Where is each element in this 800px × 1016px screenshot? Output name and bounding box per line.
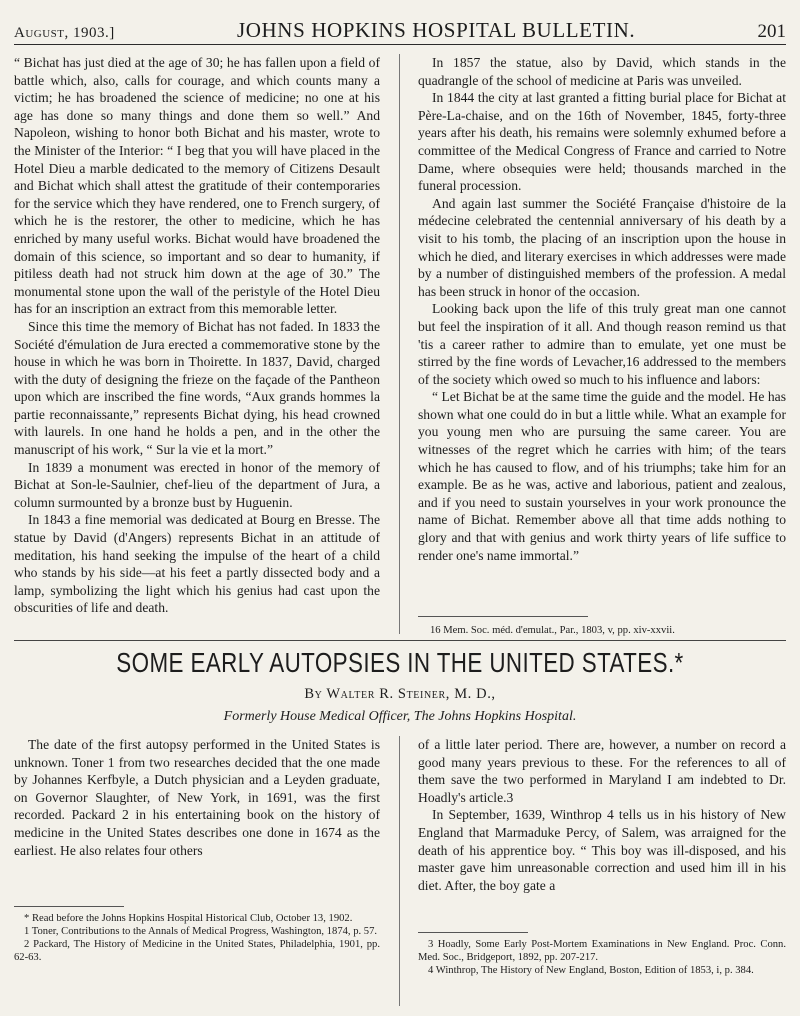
- header-date: August, 1903.]: [14, 25, 115, 41]
- column-divider: [399, 736, 400, 1006]
- footnotes-left: [14, 912, 380, 964]
- top-right-column: [418, 54, 786, 638]
- paragraph: In 1857 the statue, also by David, which stands in the quadrangle of the school of medicine at Paris was unveiled.: [418, 55, 786, 88]
- footnote-rule: [14, 906, 124, 907]
- page-number: 201: [757, 21, 786, 42]
- section-divider: [14, 640, 786, 641]
- article-title: SOME EARLY AUTOPSIES IN THE UNITED STATES.*: [116, 647, 684, 678]
- footnote-text: 2 Packard, The History of Medicine in the United States, Philadelphia, 1901, pp. 62-63.: [14, 939, 380, 963]
- footnote-text: 3 Hoadly, Some Early Post-Mortem Examinations in New England. Proc. Conn. Med. Soc., Bridgeport, 1892, pp. 207-217.: [418, 939, 786, 963]
- footnote: [430, 624, 786, 637]
- author-affiliation: Formerly House Medical Officer, The Johns Hopkins Hospital.: [223, 709, 577, 724]
- footnote-text: * Read before the Johns Hopkins Hospital Historical Club, October 13, 1902.: [24, 913, 353, 924]
- paragraph: The date of the first autopsy performed in the United States is unknown. Toner 1 from two researches decided that the one made by Johannes Kerfbyle, a Dutch physician and a Leyden graduate, on Governor Slaughter, of New York, in 1691, was the first recorded. Packard 2 in his entertaining book on the history of medicine in the United States describes one done in 1674 as the earliest. He also relates four others: [14, 737, 380, 858]
- paragraph: “ Let Bichat be at the same time the guide and the model. He has shown what one could do in but a little while. What an example for you young men who are pursuing the same career. You are witnesses of the regret which he carries with him; of the tears which he has caused to flow, and of his triumphs; take him for an example. Be as he was, active and laborious, patient and zealous, and if you need to sustain yourselves in your work pronounce the name of Bichat. Remember above all that time adds nothing to glory and that with genius and work thirty years of life suffice to render one's name immortal.”: [418, 389, 786, 563]
- footnote-rule: [418, 932, 528, 933]
- paragraph: In 1844 the city at last granted a fitting burial place for Bichat at Père-La-chaise, and on the 16th of November, 1845, forty-three years after his death, his remains were solemnly exhumed before a committee of the Medical Congress of France and carried to Notre Dame, where obsequies were held; thousands marched in the funeral procession.: [418, 90, 786, 194]
- paragraph: Since this time the memory of Bichat has not faded. In 1833 the Société d'émulation de Jura erected a commemorative stone by the house in which he was born in Thoirette. In 1837, David, charged with the duty of designing the frieze on the façade of the Pantheon upon which are inscribed the fine words, “Aux grands hommes la partie reconnaissante,” represents Bichat dying, his head crowned with laurels. In one hand he holds a pen, and in the other the manuscript of his work, “ Sur la vie et la mort.”: [14, 318, 380, 458]
- footnote-rule: [418, 616, 588, 617]
- paragraph: In 1843 a fine memorial was dedicated at Bourg en Bresse. The statue by David (d'Angers) represents Bichat in an attitude of meditation, his hand seeking the impulse of the heart of a child who stands by his side—at his feet a partly dissected body and a lamp, symbolizing the light which his genius had cast upon the obscurities of life and death.: [14, 512, 380, 616]
- paragraph: In September, 1639, Winthrop 4 tells us in his history of New England that Marmaduke Percy, of Salem, was arraigned for the death of his apprentice boy. “ This boy was ill-disposed, and his master gave him unreasonable correction and used him ill in his diet. After, the boy gate a: [418, 807, 786, 893]
- column-divider: [399, 54, 400, 634]
- footnote-text: 4 Winthrop, The History of New England, Boston, Edition of 1853, i, p. 384.: [428, 965, 754, 976]
- paragraph: In 1839 a monument was erected in honor of the memory of Bichat at Son-le-Saulnier, chef-lieu of the department of Jura, a column surmounted by a bronze bust by Huguenin.: [14, 459, 380, 510]
- footnotes-right: [418, 938, 786, 977]
- paragraph: of a little later period. There are, however, a number on record a good many years previous to these. For the references to all of them save the two performed in Maryland I am indebted to Dr. Hoadly's article.3: [418, 737, 786, 805]
- running-header: [14, 18, 786, 45]
- bottom-left-column: [14, 736, 380, 902]
- top-left-column: [14, 54, 380, 630]
- author-byline: By Walter R. Steiner, M. D.,: [304, 686, 496, 702]
- paragraph: Looking back upon the life of this truly great man one cannot but feel the inspiration of it all. And though reason remind us that 'tis a career rather to admire than to emulate, yet one must be stirred by the fine words of Levacher,16 addressed to the members of the society which owed so much to his influence and labors:: [418, 301, 786, 387]
- journal-title: JOHNS HOPKINS HOSPITAL BULLETIN.: [237, 18, 636, 42]
- footnote-text: 16 Mem. Soc. méd. d'emulat., Par., 1803, v, pp. xiv-xxvii.: [430, 625, 675, 636]
- paragraph: And again last summer the Société Française d'histoire de la médecine celebrated the centennial anniversary of his death by a visit to his tomb, the placing of an inscription upon the house in which he died, and literary exercises in which addresses were made by a number of distinguished members of the profession. A medal has been struck in honor of the occasion.: [418, 195, 786, 299]
- bottom-right-column: [418, 736, 786, 908]
- paragraph: “ Bichat has just died at the age of 30; he has fallen upon a field of battle which, also, calls for courage, and which counts many a victim; he has broadened the science of medicine; no one at his age has done so many things and done them so well.” And Napoleon, wishing to honor both Bichat and his master, wrote to the Minister of the Interior: “ I beg that you will have placed in the Hotel Dieu a marble dedicated to the memory of Citizens Desault and Bichat which shall attest the gratitude of their contemporaries for the service which they have rendered, one to French surgery, of which he is the restorer, the other to medicine, which he has enriched by many useful works. Bichat would have broadened the domain of this science, so important and so dear to humanity, if pitiless death had not struck him down at the age of 30.” The monumental stone upon the wall of the peristyle of the Hotel Dieu has for an inscription an extract from this memorable letter.: [14, 55, 380, 317]
- footnote-text: 1 Toner, Contributions to the Annals of Medical Progress, Washington, 1874, p. 57.: [24, 926, 378, 937]
